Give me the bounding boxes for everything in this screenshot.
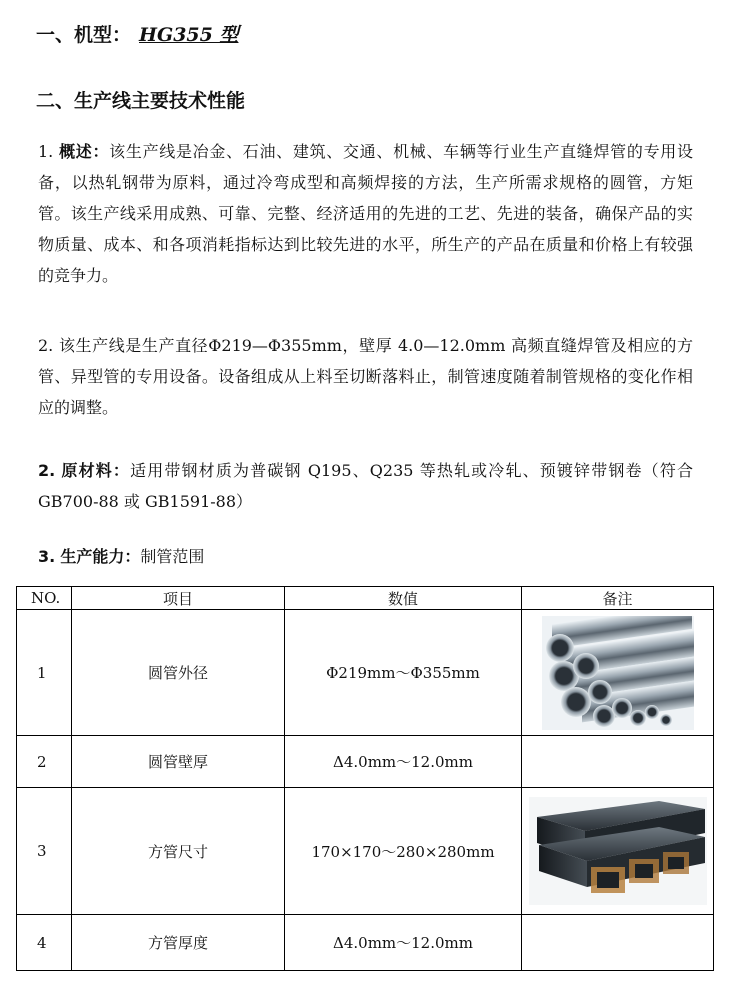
header-note: 备注 <box>522 587 714 610</box>
table-header-row <box>17 587 714 610</box>
row-no: 3 <box>17 788 72 915</box>
heading-model <box>36 20 238 47</box>
row-item: 圆管外径 <box>72 610 285 736</box>
capacity-table <box>16 586 714 971</box>
capacity-text: 制管范围 <box>140 547 205 566</box>
row-note <box>522 736 714 788</box>
row-item: 圆管壁厚 <box>72 736 285 788</box>
header-value: 数值 <box>285 587 522 610</box>
row-value: Φ219mm～Φ355mm <box>285 610 522 736</box>
row-note <box>522 788 714 915</box>
header-item: 项目 <box>72 587 285 610</box>
header-no: NO. <box>17 587 72 610</box>
heading-model-prefix: 一、机型： <box>36 24 132 46</box>
row-value: Δ4.0mm～12.0mm <box>285 915 522 971</box>
row-no: 4 <box>17 915 72 971</box>
row-note <box>522 610 714 736</box>
capacity-label: 生产能力： <box>60 547 141 566</box>
model-name: HG355 型 <box>139 24 239 46</box>
row-item: 方管尺寸 <box>72 788 285 915</box>
row-item: 方管厚度 <box>72 915 285 971</box>
table-row <box>17 610 714 736</box>
section-scope: 2. 该生产线是生产直径Φ219—Φ355mm，壁厚 4.0—12.0mm 高频直缝焊管及相应的方管、异型管的专用设备。设备组成从上料至切断落料止，制管速度随着制管规格的变化作相应的调整。 <box>38 336 693 417</box>
material-label: 原材料： <box>61 461 131 480</box>
section-capacity <box>38 541 693 572</box>
material-text: 适用带钢材质为普碳钢 Q195、Q235 等热轧或冷轧、预镀锌带钢卷（符合 GB700-88 或 GB1591-88） <box>38 461 693 511</box>
overview-num: 1. <box>38 142 54 161</box>
section-overview <box>38 136 693 291</box>
overview-text: 该生产线是冶金、石油、建筑、交通、机械、车辆等行业生产直缝焊管的专用设备，以热轧钢带为原料，通过冷弯成型和高频焊接的方法，生产所需求规格的圆管，方矩管。该生产线采用成熟、可靠、完整、经济适用的先进的工艺、先进的装备，确保产品的实物质量、成本、和各项消耗指标达到比较先进的水平，所生产的产品在质量和价格上有较强的竞争力。 <box>38 142 693 285</box>
row-note <box>522 915 714 971</box>
table-row <box>17 788 714 915</box>
material-num: 2. <box>38 461 56 480</box>
row-value: 170×170～280×280mm <box>285 788 522 915</box>
row-no: 1 <box>17 610 72 736</box>
heading-performance: 二、生产线主要技术性能 <box>36 90 246 112</box>
capacity-num: 3. <box>38 547 56 566</box>
row-value: Δ4.0mm～12.0mm <box>285 736 522 788</box>
table-row <box>17 736 714 788</box>
section-material <box>38 455 693 517</box>
overview-label: 概述： <box>59 142 110 161</box>
round-pipes-photo <box>542 616 694 730</box>
square-tubes-photo <box>529 797 707 905</box>
table-row <box>17 915 714 971</box>
row-no: 2 <box>17 736 72 788</box>
